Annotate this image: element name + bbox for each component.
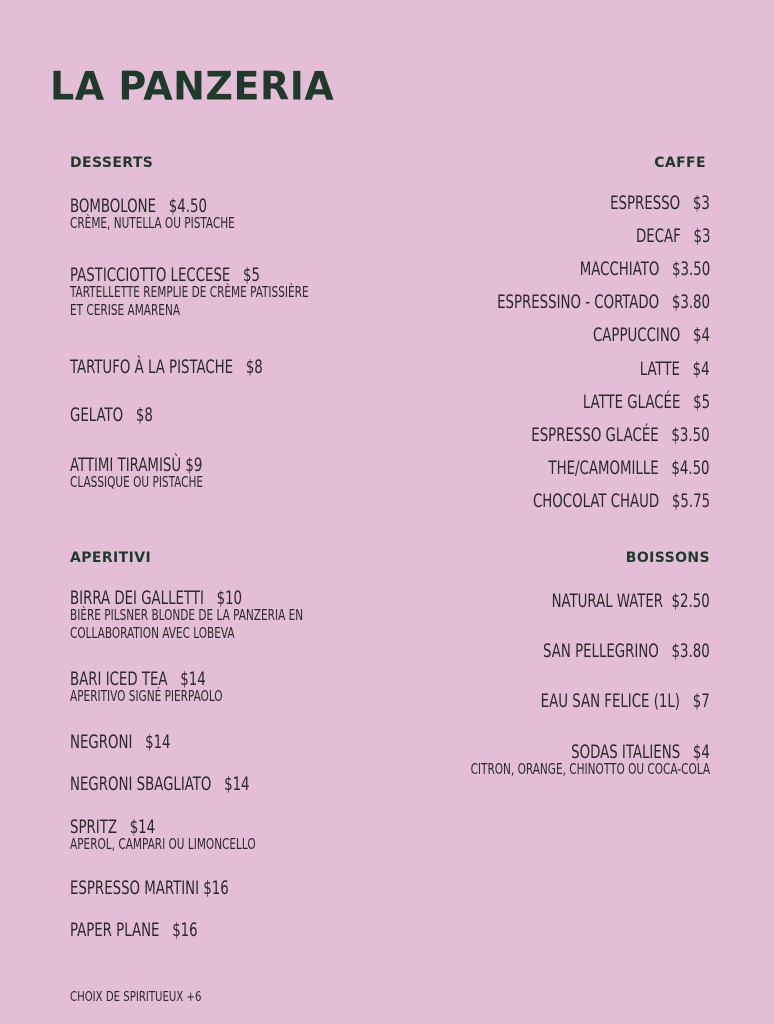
item-name: NATURAL WATER	[551, 590, 664, 612]
item-price: $5	[693, 391, 710, 413]
item-price: $4	[693, 358, 710, 380]
section-title-aperitivi: APERITIVI	[70, 550, 152, 566]
item-name: SODAS ITALIENS	[571, 741, 681, 763]
item-name: THE/CAMOMILLE	[548, 457, 660, 479]
menu-item	[350, 358, 710, 380]
item-price: $4.50	[168, 195, 207, 217]
menu-item	[350, 291, 710, 313]
item-description: TARTELLETTE REMPLIE DE CRÈME PATISSIÈRE	[70, 283, 309, 301]
page-title: LA PANZERIA	[50, 63, 335, 109]
item-name: EAU SAN FELICE (1L)	[540, 690, 681, 712]
item-name: LATTE	[640, 358, 681, 380]
item-name: ESPRESSO MARTINI	[70, 877, 200, 899]
item-price: $5.75	[671, 490, 710, 512]
item-description: CITRON, ORANGE, CHINOTTO OU COCA-COLA	[470, 760, 710, 778]
menu-item	[70, 919, 410, 941]
item-description: BIÈRE PILSNER BLONDE DE LA PANZERIA EN	[70, 606, 304, 624]
item-name: CAPPUCCINO	[593, 324, 681, 346]
item-description: CRÈME, NUTELLA OU PISTACHE	[70, 214, 235, 232]
menu-item	[350, 741, 710, 778]
item-name: MACCHIATO	[579, 258, 660, 280]
item-price: $3.50	[671, 258, 710, 280]
item-name: BOMBOLONE	[70, 195, 157, 217]
item-name: ESPRESSO GLACÉE	[531, 424, 660, 446]
section-title-desserts: DESSERTS	[70, 155, 154, 171]
item-name: SAN PELLEGRINO	[543, 640, 660, 662]
item-name: PASTICCIOTTO LECCESE	[70, 264, 231, 286]
menu-item	[350, 590, 710, 612]
item-price: $14	[145, 731, 171, 753]
item-price: $8	[245, 356, 263, 378]
item-name: BARI ICED TEA	[70, 668, 168, 690]
menu-item	[70, 816, 410, 853]
menu-item	[350, 192, 710, 214]
item-name: BIRRA DEI GALLETTI	[70, 587, 204, 609]
item-price: $2.50	[671, 590, 710, 612]
menu-item	[350, 258, 710, 280]
section-title-boissons: BOISSONS	[625, 550, 710, 566]
item-price: $14	[129, 816, 156, 838]
item-price: $9	[185, 454, 203, 476]
item-price: $4	[693, 324, 710, 346]
item-description: ET CERISE AMARENA	[70, 301, 181, 319]
menu-item	[350, 457, 710, 479]
menu-item	[350, 324, 710, 346]
item-name: GELATO	[70, 404, 124, 426]
item-name: CHOCOLAT CHAUD	[532, 490, 660, 512]
item-price: $14	[180, 668, 206, 690]
item-name: ESPRESSINO - CORTADO	[497, 291, 660, 313]
item-price: $16	[203, 877, 229, 899]
item-name: PAPER PLANE	[70, 919, 160, 941]
item-price: $7	[693, 690, 710, 712]
item-description: APERITIVO SIGNÉ PIERPAOLO	[70, 687, 223, 705]
item-description: CLASSIQUE OU PISTACHE	[70, 473, 204, 491]
item-price: $3.50	[671, 424, 710, 446]
item-name: NEGRONI	[70, 731, 133, 753]
menu-item	[350, 391, 710, 413]
item-price: $16	[172, 919, 198, 941]
item-name: ESPRESSO	[610, 192, 681, 214]
menu-item	[350, 225, 710, 247]
item-price: $14	[224, 773, 250, 795]
item-name: DECAF	[635, 225, 681, 247]
item-name: SPRITZ	[70, 816, 117, 838]
item-price: $8	[135, 404, 153, 426]
item-description: COLLABORATION AVEC LOBEVA	[70, 624, 235, 642]
menu-item	[350, 690, 710, 712]
footer-note: CHOIX DE SPIRITUEUX +6	[70, 990, 202, 1005]
item-price: $3.80	[671, 291, 710, 313]
item-price: $4	[693, 741, 710, 763]
item-price: $10	[216, 587, 243, 609]
menu-item	[350, 490, 710, 512]
item-price: $4.50	[671, 457, 710, 479]
menu-item	[350, 640, 710, 662]
item-name: NEGRONI SBAGLIATO	[70, 773, 212, 795]
item-price: $5	[243, 264, 261, 286]
menu-item	[350, 424, 710, 446]
item-price: $3.80	[671, 640, 710, 662]
item-name: TARTUFO À LA PISTACHE	[70, 356, 234, 378]
item-price: $3	[693, 225, 710, 247]
item-description: APEROL, CAMPARI OU LIMONCELLO	[70, 835, 256, 853]
section-title-caffe: CAFFE	[654, 155, 706, 171]
item-name: ATTIMI TIRAMISÙ	[70, 454, 182, 476]
menu-item	[70, 877, 410, 899]
item-name: LATTE GLACÉE	[582, 391, 681, 413]
item-price: $3	[693, 192, 710, 214]
